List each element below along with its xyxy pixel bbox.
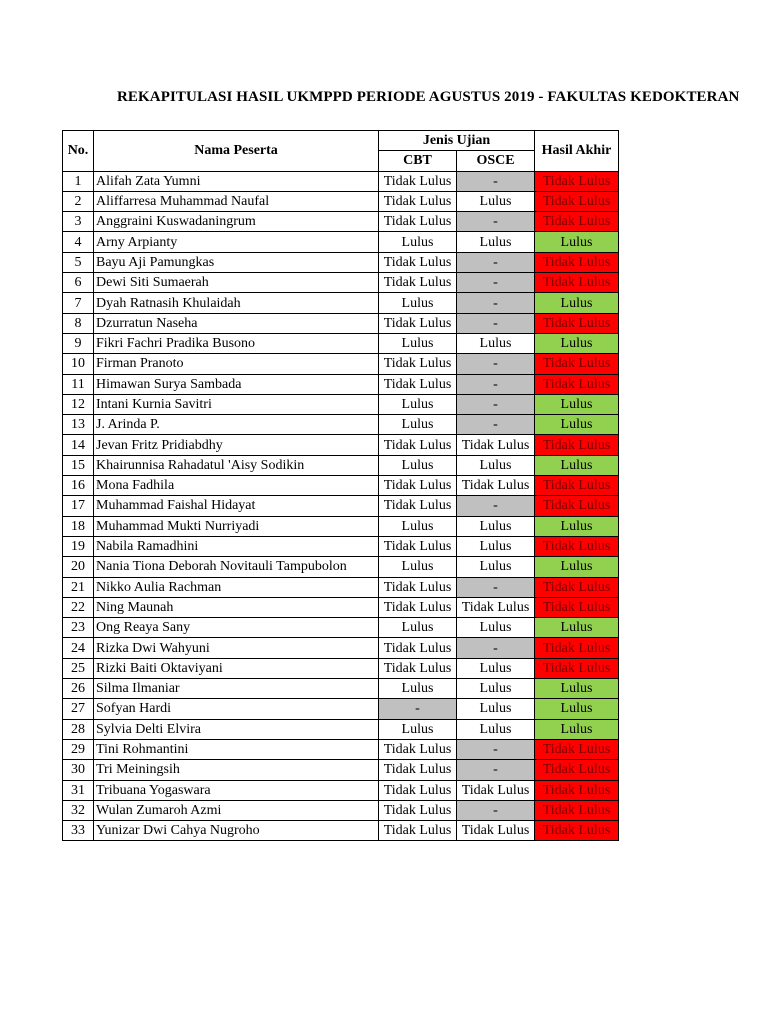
row-number: 8 (63, 313, 94, 333)
osce-result: Tidak Lulus (457, 435, 535, 455)
participant-name: Himawan Surya Sambada (94, 374, 379, 394)
participant-name: Anggraini Kuswadaningrum (94, 212, 379, 232)
final-result: Tidak Lulus (535, 313, 619, 333)
cbt-result: Lulus (379, 333, 457, 353)
final-result: Lulus (535, 415, 619, 435)
participant-name: Nania Tiona Deborah Novitauli Tampubolon (94, 557, 379, 577)
table-row (63, 719, 619, 739)
table-row (63, 780, 619, 800)
participant-name: Intani Kurnia Savitri (94, 394, 379, 414)
table-row (63, 191, 619, 211)
participant-name: Dewi Siti Sumaerah (94, 273, 379, 293)
row-number: 13 (63, 415, 94, 435)
final-result: Lulus (535, 679, 619, 699)
final-result: Lulus (535, 516, 619, 536)
final-result: Tidak Lulus (535, 354, 619, 374)
table-header (63, 131, 619, 172)
osce-result: Tidak Lulus (457, 476, 535, 496)
table-row (63, 739, 619, 759)
participant-name: Fikri Fachri Pradika Busono (94, 333, 379, 353)
row-number: 21 (63, 577, 94, 597)
osce-result: Lulus (457, 455, 535, 475)
table-row (63, 313, 619, 333)
final-result: Lulus (535, 557, 619, 577)
final-result: Tidak Lulus (535, 435, 619, 455)
cbt-result: Tidak Lulus (379, 212, 457, 232)
table-row (63, 577, 619, 597)
osce-result: - (457, 800, 535, 820)
cbt-result: Tidak Lulus (379, 577, 457, 597)
osce-result: Lulus (457, 232, 535, 252)
osce-result: - (457, 638, 535, 658)
table-row (63, 597, 619, 617)
participant-name: Ong Reaya Sany (94, 618, 379, 638)
final-result: Lulus (535, 394, 619, 414)
row-number: 17 (63, 496, 94, 516)
participant-name: Jevan Fritz Pridiabdhy (94, 435, 379, 455)
row-number: 26 (63, 679, 94, 699)
row-number: 3 (63, 212, 94, 232)
row-number: 2 (63, 191, 94, 211)
cbt-result: Lulus (379, 719, 457, 739)
row-number: 33 (63, 821, 94, 841)
participant-name: Firman Pranoto (94, 354, 379, 374)
row-number: 9 (63, 333, 94, 353)
row-number: 29 (63, 739, 94, 759)
final-result: Tidak Lulus (535, 638, 619, 658)
cbt-result: Tidak Lulus (379, 476, 457, 496)
cbt-result: Lulus (379, 455, 457, 475)
row-number: 11 (63, 374, 94, 394)
table-row (63, 354, 619, 374)
osce-result: - (457, 394, 535, 414)
header-no: No. (63, 131, 94, 172)
final-result: Tidak Lulus (535, 577, 619, 597)
header-row-1 (63, 131, 619, 151)
table-row (63, 212, 619, 232)
participant-name: Silma Ilmaniar (94, 679, 379, 699)
participant-name: Rizki Baiti Oktaviyani (94, 658, 379, 678)
final-result: Tidak Lulus (535, 739, 619, 759)
cbt-result: Tidak Lulus (379, 821, 457, 841)
final-result: Lulus (535, 333, 619, 353)
row-number: 19 (63, 536, 94, 556)
row-number: 15 (63, 455, 94, 475)
row-number: 18 (63, 516, 94, 536)
table-row (63, 374, 619, 394)
participant-name: Khairunnisa Rahadatul 'Aisy Sodikin (94, 455, 379, 475)
table-row (63, 638, 619, 658)
final-result: Tidak Lulus (535, 800, 619, 820)
table-row (63, 394, 619, 414)
final-result: Tidak Lulus (535, 171, 619, 191)
osce-result: - (457, 273, 535, 293)
final-result: Lulus (535, 293, 619, 313)
participant-name: Ning Maunah (94, 597, 379, 617)
final-result: Tidak Lulus (535, 191, 619, 211)
osce-result: Lulus (457, 557, 535, 577)
osce-result: - (457, 171, 535, 191)
row-number: 25 (63, 658, 94, 678)
final-result: Lulus (535, 618, 619, 638)
cbt-result: Lulus (379, 557, 457, 577)
cbt-result: Lulus (379, 618, 457, 638)
row-number: 27 (63, 699, 94, 719)
participant-name: Wulan Zumaroh Azmi (94, 800, 379, 820)
final-result: Tidak Lulus (535, 780, 619, 800)
osce-result: Lulus (457, 719, 535, 739)
participant-name: Sylvia Delti Elvira (94, 719, 379, 739)
final-result: Lulus (535, 455, 619, 475)
cbt-result: Tidak Lulus (379, 536, 457, 556)
table-body (63, 171, 619, 841)
table-row (63, 435, 619, 455)
final-result: Tidak Lulus (535, 496, 619, 516)
table-row (63, 333, 619, 353)
participant-name: Nabila Ramadhini (94, 536, 379, 556)
table-row (63, 658, 619, 678)
participant-name: Alifah Zata Yumni (94, 171, 379, 191)
row-number: 6 (63, 273, 94, 293)
cbt-result: Tidak Lulus (379, 171, 457, 191)
row-number: 22 (63, 597, 94, 617)
document-title: REKAPITULASI HASIL UKMPPD PERIODE AGUSTUS 2019 - FAKULTAS KEDOKTERAN (117, 89, 740, 105)
row-number: 10 (63, 354, 94, 374)
cbt-result: Tidak Lulus (379, 638, 457, 658)
row-number: 31 (63, 780, 94, 800)
table-row (63, 273, 619, 293)
osce-result: - (457, 760, 535, 780)
osce-result: Tidak Lulus (457, 780, 535, 800)
osce-result: Lulus (457, 516, 535, 536)
row-number: 14 (63, 435, 94, 455)
table-row (63, 476, 619, 496)
cbt-result: Tidak Lulus (379, 739, 457, 759)
cbt-result: Tidak Lulus (379, 252, 457, 272)
osce-result: Tidak Lulus (457, 597, 535, 617)
participant-name: Aliffarresa Muhammad Naufal (94, 191, 379, 211)
osce-result: - (457, 415, 535, 435)
osce-result: Lulus (457, 658, 535, 678)
osce-result: Lulus (457, 191, 535, 211)
row-number: 32 (63, 800, 94, 820)
header-jenis-ujian: Jenis Ujian (379, 131, 535, 151)
cbt-result: Lulus (379, 679, 457, 699)
table-row (63, 821, 619, 841)
cbt-result: Tidak Lulus (379, 760, 457, 780)
cbt-result: Lulus (379, 415, 457, 435)
row-number: 5 (63, 252, 94, 272)
cbt-result: Tidak Lulus (379, 780, 457, 800)
table-row (63, 679, 619, 699)
final-result: Tidak Lulus (535, 212, 619, 232)
final-result: Tidak Lulus (535, 273, 619, 293)
row-number: 7 (63, 293, 94, 313)
cbt-result: Lulus (379, 394, 457, 414)
header-cbt: CBT (379, 151, 457, 171)
cbt-result: Tidak Lulus (379, 273, 457, 293)
participant-name: Muhammad Mukti Nurriyadi (94, 516, 379, 536)
participant-name: Muhammad Faishal Hidayat (94, 496, 379, 516)
table-row (63, 536, 619, 556)
header-osce: OSCE (457, 151, 535, 171)
final-result: Tidak Lulus (535, 252, 619, 272)
final-result: Tidak Lulus (535, 536, 619, 556)
cbt-result: Lulus (379, 293, 457, 313)
osce-result: - (457, 374, 535, 394)
table-row (63, 699, 619, 719)
participant-name: Bayu Aji Pamungkas (94, 252, 379, 272)
participant-name: Tri Meiningsih (94, 760, 379, 780)
table-row (63, 557, 619, 577)
row-number: 24 (63, 638, 94, 658)
row-number: 1 (63, 171, 94, 191)
cbt-result: Tidak Lulus (379, 191, 457, 211)
cbt-result: Tidak Lulus (379, 496, 457, 516)
header-name: Nama Peserta (94, 131, 379, 172)
participant-name: Yunizar Dwi Cahya Nugroho (94, 821, 379, 841)
table-row (63, 455, 619, 475)
cbt-result: Tidak Lulus (379, 435, 457, 455)
osce-result: - (457, 212, 535, 232)
cbt-result: Lulus (379, 232, 457, 252)
osce-result: - (457, 496, 535, 516)
row-number: 28 (63, 719, 94, 739)
participant-name: Dyah Ratnasih Khulaidah (94, 293, 379, 313)
osce-result: Tidak Lulus (457, 821, 535, 841)
cbt-result: - (379, 699, 457, 719)
row-number: 4 (63, 232, 94, 252)
participant-name: Sofyan Hardi (94, 699, 379, 719)
cbt-result: Tidak Lulus (379, 374, 457, 394)
participant-name: Dzurratun Naseha (94, 313, 379, 333)
final-result: Tidak Lulus (535, 597, 619, 617)
osce-result: - (457, 313, 535, 333)
row-number: 20 (63, 557, 94, 577)
participant-name: Rizka Dwi Wahyuni (94, 638, 379, 658)
final-result: Tidak Lulus (535, 476, 619, 496)
osce-result: - (457, 354, 535, 374)
osce-result: Lulus (457, 333, 535, 353)
participant-name: Tribuana Yogaswara (94, 780, 379, 800)
table-row (63, 760, 619, 780)
cbt-result: Tidak Lulus (379, 354, 457, 374)
participant-name: Nikko Aulia Rachman (94, 577, 379, 597)
final-result: Tidak Lulus (535, 374, 619, 394)
osce-result: Lulus (457, 536, 535, 556)
cbt-result: Tidak Lulus (379, 597, 457, 617)
table-row (63, 415, 619, 435)
final-result: Lulus (535, 699, 619, 719)
participant-name: J. Arinda P. (94, 415, 379, 435)
table-row (63, 293, 619, 313)
final-result: Lulus (535, 232, 619, 252)
table-row (63, 232, 619, 252)
row-number: 30 (63, 760, 94, 780)
final-result: Tidak Lulus (535, 760, 619, 780)
row-number: 12 (63, 394, 94, 414)
table-row (63, 252, 619, 272)
final-result: Tidak Lulus (535, 658, 619, 678)
osce-result: - (457, 577, 535, 597)
table-row (63, 516, 619, 536)
participant-name: Tini Rohmantini (94, 739, 379, 759)
final-result: Lulus (535, 719, 619, 739)
table-row (63, 496, 619, 516)
osce-result: Lulus (457, 618, 535, 638)
row-number: 16 (63, 476, 94, 496)
header-hasil-akhir: Hasil Akhir (535, 131, 619, 172)
row-number: 23 (63, 618, 94, 638)
participant-name: Mona Fadhila (94, 476, 379, 496)
results-table (62, 130, 619, 841)
osce-result: - (457, 252, 535, 272)
cbt-result: Tidak Lulus (379, 313, 457, 333)
table-row (63, 618, 619, 638)
participant-name: Arny Arpianty (94, 232, 379, 252)
cbt-result: Tidak Lulus (379, 800, 457, 820)
osce-result: Lulus (457, 679, 535, 699)
osce-result: Lulus (457, 699, 535, 719)
table-row (63, 800, 619, 820)
cbt-result: Lulus (379, 516, 457, 536)
cbt-result: Tidak Lulus (379, 658, 457, 678)
table-row (63, 171, 619, 191)
osce-result: - (457, 739, 535, 759)
osce-result: - (457, 293, 535, 313)
final-result: Tidak Lulus (535, 821, 619, 841)
